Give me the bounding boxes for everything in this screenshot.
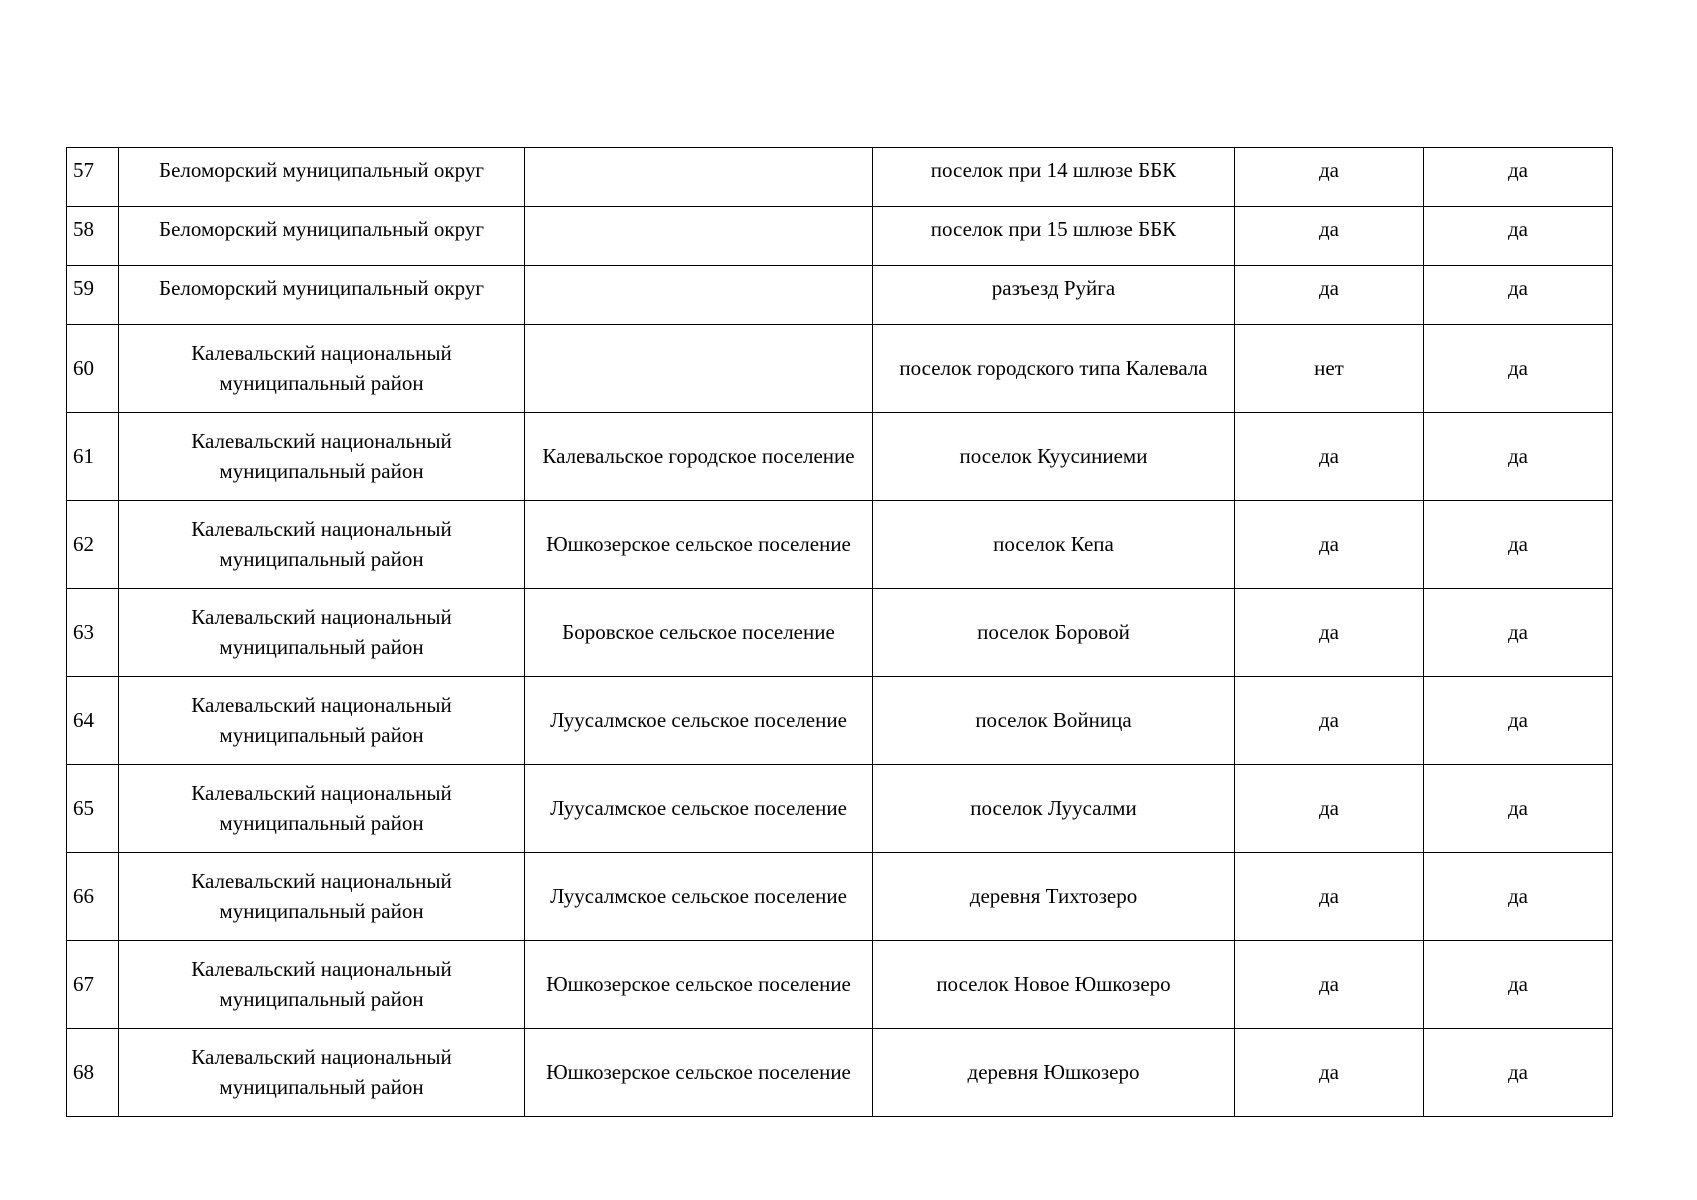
settlement-cell (525, 207, 873, 266)
locality-cell: деревня Тихтозеро (873, 853, 1235, 941)
district-cell: Калевальский национальный муниципальный район (119, 765, 525, 853)
row-number: 65 (67, 765, 119, 853)
district-cell: Калевальский национальный муниципальный район (119, 413, 525, 501)
district-cell: Калевальский национальный муниципальный район (119, 589, 525, 677)
flag-cell-1: нет (1235, 325, 1424, 413)
locality-cell: поселок Новое Юшкозеро (873, 941, 1235, 1029)
table-row (67, 148, 1613, 207)
locality-cell: поселок Кепа (873, 501, 1235, 589)
row-number: 60 (67, 325, 119, 413)
row-number: 58 (67, 207, 119, 266)
flag-cell-2: да (1424, 677, 1613, 765)
district-cell: Беломорский муниципальный округ (119, 266, 525, 325)
district-cell: Калевальский национальный муниципальный район (119, 853, 525, 941)
flag-cell-2: да (1424, 853, 1613, 941)
row-number: 63 (67, 589, 119, 677)
flag-cell-2: да (1424, 501, 1613, 589)
district-cell: Калевальский национальный муниципальный район (119, 677, 525, 765)
settlement-cell (525, 325, 873, 413)
table-row (67, 1029, 1613, 1117)
flag-cell-2: да (1424, 765, 1613, 853)
district-cell: Калевальский национальный муниципальный район (119, 325, 525, 413)
settlement-cell: Юшкозерское сельское поселение (525, 501, 873, 589)
district-cell: Беломорский муниципальный округ (119, 148, 525, 207)
settlements-table (66, 147, 1613, 1117)
table-row (67, 413, 1613, 501)
flag-cell-2: да (1424, 413, 1613, 501)
flag-cell-1: да (1235, 765, 1424, 853)
settlement-cell: Луусалмское сельское поселение (525, 677, 873, 765)
flag-cell-1: да (1235, 677, 1424, 765)
row-number: 68 (67, 1029, 119, 1117)
locality-cell: поселок Куусиниеми (873, 413, 1235, 501)
locality-cell: поселок Войница (873, 677, 1235, 765)
table-row (67, 266, 1613, 325)
row-number: 66 (67, 853, 119, 941)
flag-cell-1: да (1235, 148, 1424, 207)
settlement-cell: Калевальское городское поселение (525, 413, 873, 501)
row-number: 57 (67, 148, 119, 207)
table-row (67, 589, 1613, 677)
settlement-cell (525, 266, 873, 325)
row-number: 67 (67, 941, 119, 1029)
table-row (67, 941, 1613, 1029)
district-cell: Беломорский муниципальный округ (119, 207, 525, 266)
table-row (67, 677, 1613, 765)
flag-cell-1: да (1235, 501, 1424, 589)
settlement-cell (525, 148, 873, 207)
flag-cell-2: да (1424, 941, 1613, 1029)
locality-cell: поселок городского типа Калевала (873, 325, 1235, 413)
row-number: 64 (67, 677, 119, 765)
district-cell: Калевальский национальный муниципальный район (119, 1029, 525, 1117)
locality-cell: поселок Боровой (873, 589, 1235, 677)
flag-cell-1: да (1235, 589, 1424, 677)
flag-cell-2: да (1424, 325, 1613, 413)
locality-cell: поселок при 15 шлюзе ББК (873, 207, 1235, 266)
district-cell: Калевальский национальный муниципальный район (119, 941, 525, 1029)
settlement-cell: Луусалмское сельское поселение (525, 853, 873, 941)
row-number: 61 (67, 413, 119, 501)
table-row (67, 853, 1613, 941)
row-number: 59 (67, 266, 119, 325)
flag-cell-2: да (1424, 589, 1613, 677)
settlement-cell: Юшкозерское сельское поселение (525, 941, 873, 1029)
flag-cell-1: да (1235, 941, 1424, 1029)
flag-cell-2: да (1424, 148, 1613, 207)
flag-cell-1: да (1235, 413, 1424, 501)
settlement-cell: Юшкозерское сельское поселение (525, 1029, 873, 1117)
row-number: 62 (67, 501, 119, 589)
flag-cell-1: да (1235, 1029, 1424, 1117)
flag-cell-2: да (1424, 1029, 1613, 1117)
table-row (67, 207, 1613, 266)
locality-cell: поселок Луусалми (873, 765, 1235, 853)
flag-cell-2: да (1424, 266, 1613, 325)
flag-cell-1: да (1235, 853, 1424, 941)
locality-cell: разъезд Руйга (873, 266, 1235, 325)
flag-cell-1: да (1235, 266, 1424, 325)
table-row (67, 501, 1613, 589)
locality-cell: поселок при 14 шлюзе ББК (873, 148, 1235, 207)
table-row (67, 765, 1613, 853)
table-row (67, 325, 1613, 413)
flag-cell-2: да (1424, 207, 1613, 266)
flag-cell-1: да (1235, 207, 1424, 266)
locality-cell: деревня Юшкозеро (873, 1029, 1235, 1117)
settlement-cell: Боровское сельское поселение (525, 589, 873, 677)
settlement-cell: Луусалмское сельское поселение (525, 765, 873, 853)
district-cell: Калевальский национальный муниципальный район (119, 501, 525, 589)
